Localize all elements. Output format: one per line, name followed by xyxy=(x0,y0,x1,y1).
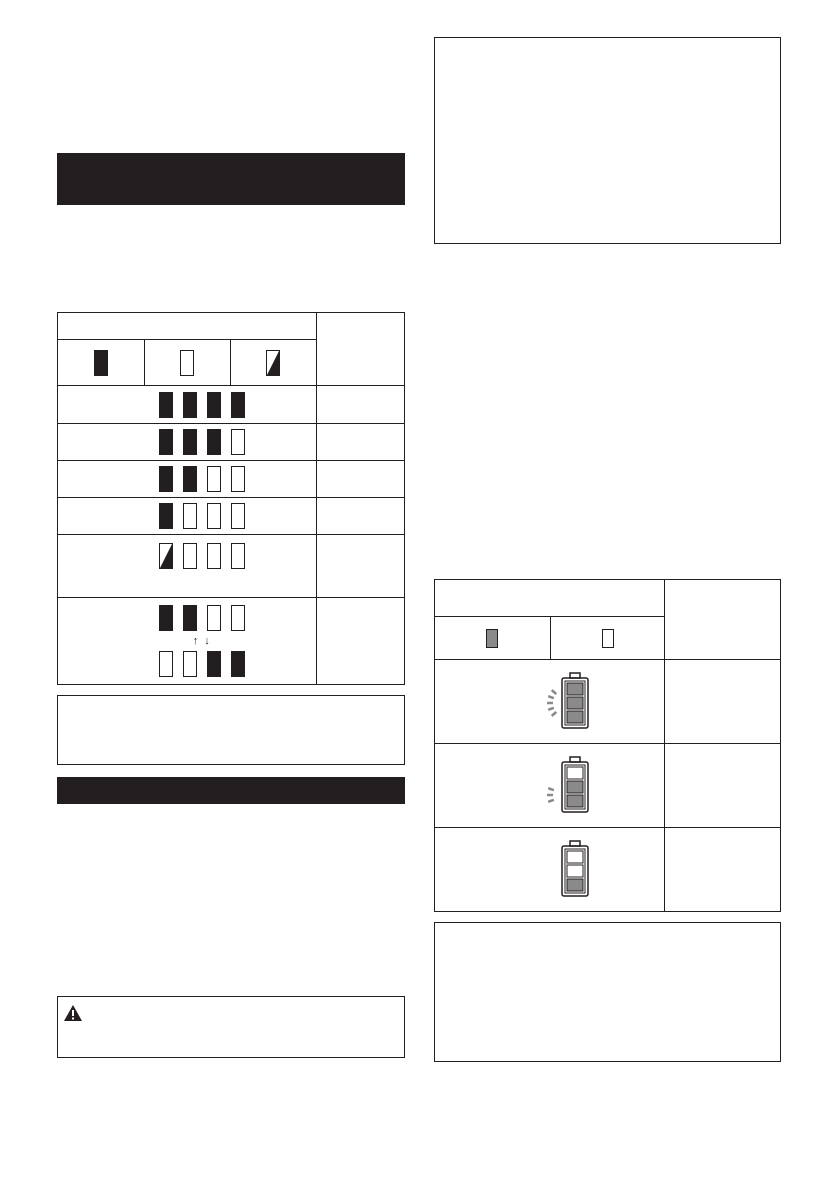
lamp-off-icon xyxy=(207,466,221,492)
table-row xyxy=(58,598,317,685)
lamp-group xyxy=(58,466,316,492)
table-row xyxy=(435,660,665,744)
battery-capacity-header-cell xyxy=(665,580,781,660)
lamp-group xyxy=(58,543,316,569)
battery-icon-wrap xyxy=(435,671,664,733)
segment-off-icon xyxy=(602,629,614,648)
legend-lighted xyxy=(435,617,551,660)
legend-off xyxy=(144,340,230,386)
lamp-off-icon xyxy=(207,543,221,569)
table-row xyxy=(435,828,665,912)
warning-triangle-icon xyxy=(64,1005,82,1021)
battery-indicator-header-cell xyxy=(435,580,665,617)
battery-icon-wrap xyxy=(435,839,664,901)
lamp-on-icon xyxy=(159,605,173,631)
table-row xyxy=(435,744,665,828)
blink-tick xyxy=(551,711,556,715)
lamp-off-icon xyxy=(180,350,194,376)
lamp-off-icon xyxy=(183,543,197,569)
battery-segment-off xyxy=(567,851,583,863)
capacity-cell xyxy=(665,828,781,912)
lamp-on-icon xyxy=(183,392,197,418)
lamp-on-icon xyxy=(159,429,173,455)
capacity-cell xyxy=(317,424,405,461)
section-header-bar xyxy=(57,153,405,205)
lamp-blinking-icon xyxy=(266,350,280,376)
lamp-group xyxy=(58,429,316,455)
legend-off xyxy=(550,617,665,660)
battery-segment-off xyxy=(567,865,583,877)
battery-segment-grey xyxy=(567,683,583,695)
lamp-on-icon xyxy=(207,429,221,455)
section-header-bar-small xyxy=(57,777,405,804)
table-row xyxy=(58,424,317,461)
lamp-off-icon xyxy=(207,503,221,529)
lamp-on-icon xyxy=(159,503,173,529)
alternating-arrows: ↑↓ xyxy=(192,635,216,647)
battery-icon xyxy=(537,671,597,733)
battery-icon-wrap xyxy=(435,755,664,817)
lamp-off-icon xyxy=(183,503,197,529)
note-box xyxy=(57,695,405,765)
table-row xyxy=(58,498,317,535)
blink-tick xyxy=(551,690,556,694)
capacity-cell xyxy=(317,535,405,598)
table-row xyxy=(58,386,317,424)
battery-segment-grey xyxy=(567,781,583,793)
battery-segment-grey xyxy=(567,711,583,723)
note-box-top xyxy=(434,37,781,244)
lamp-off-icon xyxy=(231,429,245,455)
lamp-on-icon xyxy=(183,466,197,492)
blink-tick xyxy=(548,788,554,790)
lamp-off-icon xyxy=(231,543,245,569)
indicator-lamp-table xyxy=(57,312,405,685)
lamp-group xyxy=(58,503,316,529)
lamp-off-icon xyxy=(231,503,245,529)
warning-box xyxy=(57,996,405,1058)
segment-lighted-icon xyxy=(486,629,498,648)
lamp-on-icon xyxy=(207,651,221,677)
lamp-on-icon xyxy=(231,392,245,418)
lamp-blink-icon xyxy=(159,543,173,569)
battery-segment-grey xyxy=(567,795,583,807)
lamp-on-icon xyxy=(207,392,221,418)
capacity-cell xyxy=(317,461,405,498)
lamp-lighted-icon xyxy=(94,350,108,376)
capacity-cell xyxy=(665,660,781,744)
indicator-header-cell xyxy=(58,313,317,340)
lamp-group xyxy=(58,392,316,418)
lamp-on-icon xyxy=(183,605,197,631)
table-row xyxy=(58,535,317,598)
remaining-capacity-header-cell xyxy=(317,313,405,386)
capacity-cell xyxy=(317,598,405,685)
lamp-group-alternate xyxy=(58,651,316,677)
lamp-on-icon xyxy=(183,429,197,455)
lamp-on-icon xyxy=(231,651,245,677)
battery-segment-off xyxy=(567,767,583,779)
capacity-cell xyxy=(317,386,405,424)
lamp-off-icon xyxy=(231,466,245,492)
lamp-off-icon xyxy=(207,605,221,631)
lamp-off-icon xyxy=(231,605,245,631)
note-box-bottom xyxy=(434,922,781,1062)
blink-tick xyxy=(548,696,554,698)
battery-segment-grey xyxy=(567,697,583,709)
lamp-on-icon xyxy=(159,392,173,418)
battery-indicator-table xyxy=(434,579,781,912)
battery-segment-grey xyxy=(567,879,583,891)
lamp-off-icon xyxy=(159,651,173,677)
capacity-cell xyxy=(317,498,405,535)
battery-icon xyxy=(537,839,597,901)
legend-lighted xyxy=(58,340,145,386)
capacity-cell xyxy=(665,744,781,828)
battery-icon xyxy=(537,755,597,817)
table-row xyxy=(58,461,317,498)
lamp-off-icon xyxy=(183,651,197,677)
legend-blinking xyxy=(230,340,317,386)
blink-tick xyxy=(548,707,554,709)
lamp-on-icon xyxy=(159,466,173,492)
blink-tick xyxy=(548,799,554,801)
lamp-group xyxy=(58,605,316,631)
